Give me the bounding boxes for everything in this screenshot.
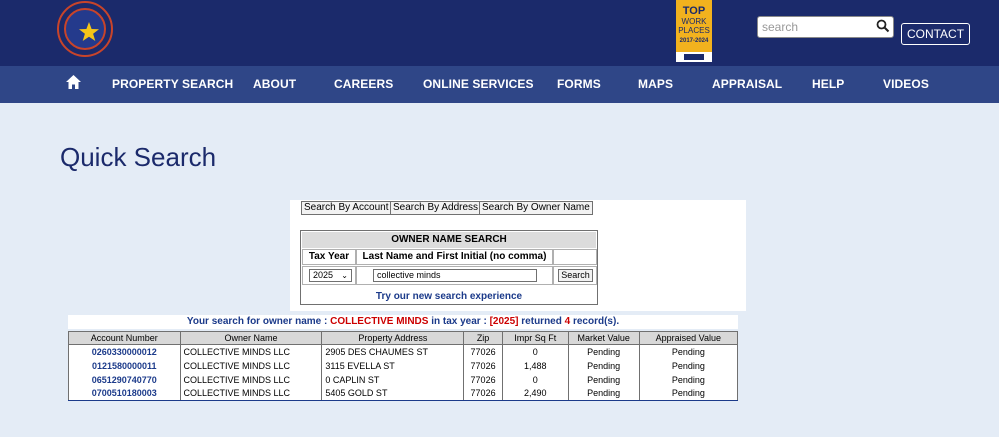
col-appraised-value[interactable]: Appraised Value bbox=[639, 332, 737, 345]
account-number-link[interactable]: 0700510180003 bbox=[69, 387, 181, 401]
home-icon[interactable] bbox=[65, 74, 82, 91]
main-nav bbox=[0, 66, 999, 103]
site-logo[interactable] bbox=[57, 1, 113, 57]
page-title: Quick Search bbox=[60, 142, 217, 172]
property-address-cell: 0 CAPLIN ST bbox=[322, 373, 464, 387]
tab-search-by-owner-name[interactable]: Search By Owner Name bbox=[479, 201, 593, 215]
top-workplaces-badge bbox=[676, 0, 712, 62]
search-input[interactable] bbox=[762, 19, 872, 35]
table-row bbox=[69, 373, 738, 387]
account-number-link[interactable]: 0121580000011 bbox=[69, 359, 181, 373]
badge-line-1: TOP bbox=[682, 5, 706, 17]
chevron-down-icon: ⌄ bbox=[341, 271, 348, 280]
market-value-cell: Pending bbox=[568, 373, 639, 387]
tax-year-value: 2025 bbox=[313, 270, 334, 280]
summary-year: [2025] bbox=[489, 316, 519, 327]
nav-help[interactable]: HELP bbox=[812, 77, 845, 91]
summary-returned: returned bbox=[521, 316, 562, 327]
col-property-address[interactable]: Property Address bbox=[322, 332, 464, 345]
results-table bbox=[68, 331, 738, 401]
contact-button[interactable]: CONTACT bbox=[901, 23, 970, 45]
market-value-cell: Pending bbox=[568, 345, 639, 359]
zip-cell: 77026 bbox=[464, 345, 503, 359]
nav-appraisal[interactable]: APPRAISAL bbox=[712, 77, 783, 91]
search-button-cell bbox=[553, 266, 597, 285]
impr-sq-ft-cell: 1,488 bbox=[502, 359, 568, 373]
owner-search-form bbox=[300, 230, 598, 305]
tab-search-by-address[interactable]: Search By Address bbox=[390, 201, 481, 215]
summary-count: 4 bbox=[564, 316, 571, 327]
owner-name-cell: COLLECTIVE MINDS LLC bbox=[180, 387, 322, 401]
nav-about[interactable]: ABOUT bbox=[253, 77, 297, 91]
owner-name-cell: COLLECTIVE MINDS LLC bbox=[180, 359, 322, 373]
market-value-cell: Pending bbox=[568, 387, 639, 401]
table-row bbox=[69, 387, 738, 401]
nav-forms[interactable]: FORMS bbox=[557, 77, 601, 91]
owner-name-cell: COLLECTIVE MINDS LLC bbox=[180, 345, 322, 359]
impr-sq-ft-cell: 0 bbox=[502, 345, 568, 359]
summary-mid: in tax year : bbox=[431, 316, 487, 327]
col-impr-sq-ft[interactable]: Impr Sq Ft bbox=[502, 332, 568, 345]
logo-seal bbox=[64, 8, 106, 50]
nav-videos[interactable]: VIDEOS bbox=[883, 77, 929, 91]
nav-careers[interactable]: CAREERS bbox=[334, 77, 394, 91]
new-search-experience-link[interactable]: Try our new search experience bbox=[375, 291, 523, 302]
summary-suffix: record(s). bbox=[572, 316, 620, 327]
property-address-cell: 5405 GOLD ST bbox=[322, 387, 464, 401]
property-address-cell: 2905 DES CHAUMES ST bbox=[322, 345, 464, 359]
owner-name-cell: COLLECTIVE MINDS LLC bbox=[180, 373, 322, 387]
results-header-row bbox=[69, 332, 738, 345]
appraised-value-cell: Pending bbox=[639, 373, 737, 387]
form-heading: OWNER NAME SEARCH bbox=[302, 232, 596, 248]
header-bar bbox=[0, 0, 999, 66]
owner-name-cell bbox=[356, 266, 553, 285]
table-row bbox=[69, 345, 738, 359]
zip-cell: 77026 bbox=[464, 359, 503, 373]
tax-year-label: Tax Year bbox=[302, 249, 356, 265]
badge-line-2: WORK bbox=[681, 17, 707, 26]
tax-year-select[interactable] bbox=[309, 269, 352, 282]
impr-sq-ft-cell: 2,490 bbox=[502, 387, 568, 401]
col-zip[interactable]: Zip bbox=[464, 332, 503, 345]
summary-prefix: Your search for owner name : bbox=[186, 316, 328, 327]
col-account-number[interactable]: Account Number bbox=[69, 332, 181, 345]
empty-header-cell bbox=[553, 249, 597, 265]
badge-line-3: PLACES bbox=[678, 26, 710, 35]
badge-line-4: 2017-2024 bbox=[679, 38, 709, 44]
col-owner-name[interactable]: Owner Name bbox=[180, 332, 322, 345]
zip-cell: 77026 bbox=[464, 387, 503, 401]
star-icon bbox=[78, 21, 100, 43]
owner-name-label: Last Name and First Initial (no comma) bbox=[356, 249, 553, 265]
zip-cell: 77026 bbox=[464, 373, 503, 387]
tax-year-cell bbox=[302, 266, 356, 285]
owner-name-input[interactable]: collective minds bbox=[373, 269, 537, 282]
table-row bbox=[69, 359, 738, 373]
market-value-cell: Pending bbox=[568, 359, 639, 373]
appraised-value-cell: Pending bbox=[639, 387, 737, 401]
impr-sq-ft-cell: 0 bbox=[502, 373, 568, 387]
appraised-value-cell: Pending bbox=[639, 359, 737, 373]
summary-owner: COLLECTIVE MINDS bbox=[330, 316, 429, 327]
tab-search-by-account[interactable]: Search By Account bbox=[301, 201, 392, 215]
results-summary bbox=[68, 315, 738, 329]
search-icon[interactable] bbox=[876, 19, 890, 33]
site-search bbox=[757, 16, 894, 38]
search-button[interactable]: Search bbox=[558, 269, 593, 282]
nav-property-search[interactable]: PROPERTY SEARCH bbox=[112, 77, 234, 91]
appraised-value-cell: Pending bbox=[639, 345, 737, 359]
nav-online-services[interactable]: ONLINE SERVICES bbox=[423, 77, 534, 91]
property-address-cell: 3115 EVELLA ST bbox=[322, 359, 464, 373]
account-number-link[interactable]: 0260330000012 bbox=[69, 345, 181, 359]
account-number-link[interactable]: 0651290740770 bbox=[69, 373, 181, 387]
nav-maps[interactable]: MAPS bbox=[638, 77, 674, 91]
col-market-value[interactable]: Market Value bbox=[568, 332, 639, 345]
